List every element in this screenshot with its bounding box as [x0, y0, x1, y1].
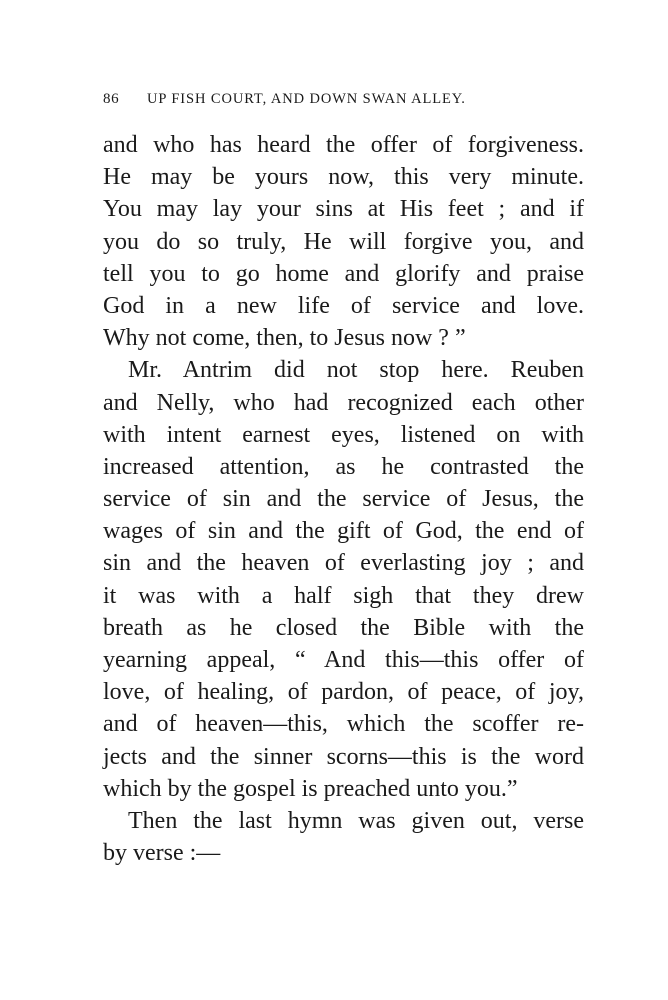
text-line: breath as he closed the Bible with the — [103, 614, 584, 641]
paragraph-end-line: by verse :— — [103, 840, 221, 867]
text-line: sin and the heaven of everlasting joy ; and — [103, 550, 584, 577]
text-line: with intent earnest eyes, listened on with — [103, 421, 584, 448]
text-line: jects and the sinner scorns—this is the word — [103, 743, 584, 770]
text-line: yearning appeal, “ And this—this offer of — [103, 647, 584, 673]
text-line: increased attention, as he contrasted the — [103, 453, 584, 480]
text-line: service of sin and the service of Jesus, the — [103, 486, 584, 513]
text-line: and who has heard the offer of forgiveness. — [103, 132, 584, 158]
text-line: He may be yours now, this very minute. — [103, 164, 584, 191]
paragraph-end-line: Why not come, then, to Jesus now ? ” — [103, 325, 466, 352]
text-line: You may lay your sins at His feet ; and if — [103, 196, 584, 223]
text-line: and of heaven—this, which the scoffer re- — [103, 711, 584, 738]
running-title: UP FISH COURT, AND DOWN SWAN ALLEY. — [147, 91, 466, 107]
text-line: love, of healing, of pardon, of peace, of joy, — [103, 679, 584, 706]
text-line: it was with a half sigh that they drew — [103, 582, 584, 609]
paragraph-start-line: Mr. Antrim did not stop here. Reuben — [128, 357, 584, 384]
paragraph-start-line: Then the last hymn was given out, verse — [128, 807, 584, 834]
page-number: 86 — [103, 91, 120, 107]
body-text — [103, 129, 584, 869]
text-line: wages of sin and the gift of God, the end of — [103, 518, 584, 545]
paragraph-end-line: which by the gospel is preached unto you.” — [103, 775, 518, 802]
text-line: God in a new life of service and love. — [103, 292, 584, 319]
text-line: you do so truly, He will forgive you, and — [103, 228, 584, 255]
text-line: tell you to go home and glorify and praise — [103, 260, 584, 287]
running-head — [103, 91, 565, 111]
text-line: and Nelly, who had recognized each other — [103, 389, 584, 416]
